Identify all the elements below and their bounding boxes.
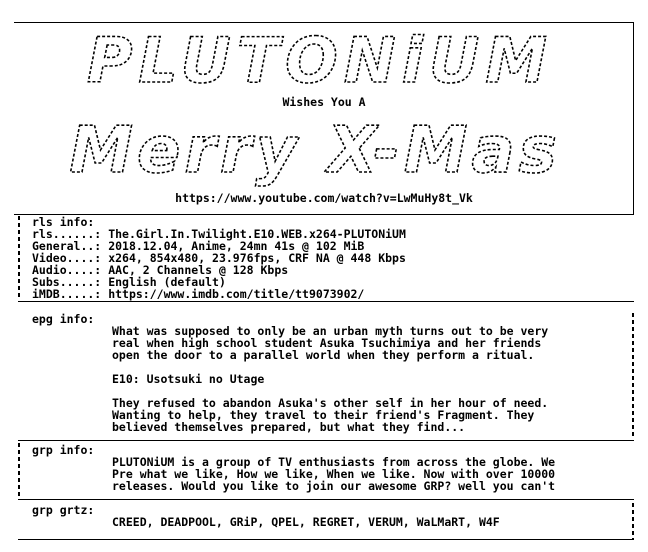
rls-row: rls......: The.Girl.In.Twilight.E10.WEB.x264-PLUTONiUM [32, 227, 406, 241]
grtz-bottom-border [18, 539, 634, 540]
group-logo-text: PLUTONiUM [86, 24, 554, 94]
rls-header: rls info: [32, 215, 95, 229]
grtz-right-border [632, 503, 634, 539]
banner-right-border [633, 22, 634, 214]
epg-line: They refused to abandon Asuka's other self in her hour of need. [112, 396, 549, 410]
imdb-link[interactable]: https://www.imdb.com/title/tt9073902/ [108, 287, 365, 301]
epg-line: real when high school student Asuka Tsuchimiya and her friends [112, 336, 542, 350]
general-row: General..: 2018.12.04, Anime, 24mn 41s @ 102 MiB [32, 239, 365, 253]
rls-bottom-border [18, 301, 634, 302]
video-row: Video....: x264, 854x480, 23.976fps, CRF NA @ 448 Kbps [32, 251, 406, 265]
grp-line: releases. Would you like to join our awesome GRP? well you can't [112, 479, 556, 493]
epg-right-border [632, 313, 634, 439]
grp-line: Pre what we like, How we like, When we like. Now with over 10000 [112, 467, 556, 481]
greeting-art [10, 108, 630, 188]
banner-bottom-border [14, 214, 634, 215]
grp-header: grp info: [32, 443, 95, 457]
rls-table [32, 228, 406, 300]
imdb-row: iMDB.....: https://www.imdb.com/title/tt9073902/ [32, 287, 365, 301]
greeting-text: Merry X-Mas [69, 114, 561, 188]
epg-line: What was supposed to only be an urban myth turns out to be very [112, 324, 549, 338]
grtz-header: grp grtz: [32, 503, 95, 517]
epg-header: epg info: [32, 312, 95, 326]
grp-bottom-border [18, 499, 634, 500]
epg-line: Wanting to help, they travel to their friend's Fragment. They [112, 408, 535, 422]
grtz-groups: CREED, DEADPOOL, GRiP, QPEL, REGRET, VERUM, WaLMaRT, W4F [112, 515, 500, 529]
banner-top-border [14, 22, 634, 23]
grp-line: PLUTONiUM is a group of TV enthusiasts from across the globe. We [112, 455, 556, 469]
audio-row: Audio....: AAC, 2 Channels @ 128 Kbps [32, 263, 289, 277]
episode-title: E10: Usotsuki no Utage [112, 372, 265, 386]
grp-left-border [18, 443, 20, 499]
banner-tagline: Wishes You A [282, 95, 366, 109]
grp-body [112, 456, 555, 492]
rls-left-border [18, 216, 20, 300]
epg-bottom-border [18, 440, 634, 441]
banner-url[interactable]: https://www.youtube.com/watch?v=LwMuHy8t_Vk [175, 191, 473, 205]
epg-body [112, 325, 548, 433]
subs-row: Subs.....: English (default) [32, 275, 226, 289]
epg-line: believed themselves prepared, but what they find... [112, 420, 466, 434]
group-logo-art [20, 24, 620, 94]
epg-line: open the door to a parallel world when they perform a ritual. [112, 348, 535, 362]
